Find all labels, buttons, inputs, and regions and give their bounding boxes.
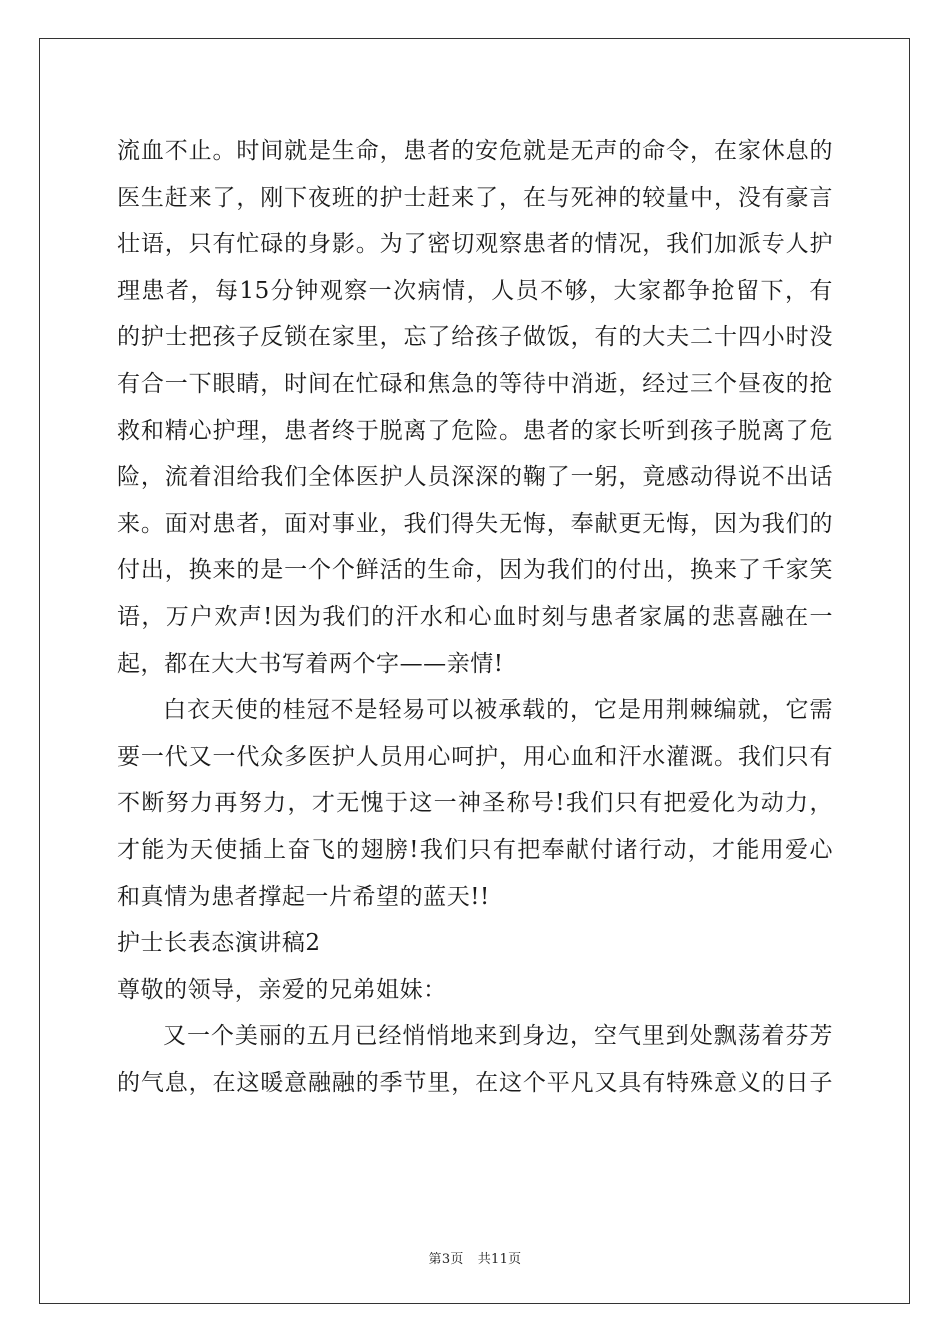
text-line: 不断努力再努力，才无愧于这一神圣称号!我们只有把爱化为动力， [117,790,833,817]
page-number: 第3页 [428,1252,464,1267]
page-footer [0,1248,950,1267]
text-line: 的护士把孩子反锁在家里，忘了给孩子做饭，有的大夫二十四小时没 [117,324,833,351]
document-body [117,128,833,1106]
text-line: 付出，换来的是一个个鲜活的生命，因为我们的付出，换来了千家笑 [117,557,833,584]
text-line: 才能为天使插上奋飞的翅膀!我们只有把奉献付诸行动，才能用爱心 [117,836,833,863]
page-total: 共11页 [477,1252,522,1267]
text-line: 起，都在大大书写着两个字——亲情! [117,650,504,677]
text-line: 和真情为患者撑起一片希望的蓝天!! [117,883,490,910]
text-line: 来。面对患者，面对事业，我们得失无悔，奉献更无悔，因为我们的 [117,510,833,537]
text-line: 救和精心护理，患者终于脱离了危险。患者的家长听到孩子脱离了危 [117,417,833,444]
text-line: 要一代又一代众多医护人员用心呵护，用心血和汗水灌溉。我们只有 [117,743,833,770]
text-line: 医生赶来了，刚下夜班的护士赶来了，在与死神的较量中，没有豪言 [117,184,833,211]
section-heading: 护士长表态演讲稿2 [117,930,321,957]
salutation: 尊敬的领导，亲爱的兄弟姐妹： [117,976,447,1003]
text-line: 流血不止。时间就是生命，患者的安危就是无声的命令，在家休息的 [117,138,833,164]
text-line: 理患者，每15分钟观察一次病情，人员不够，大家都争抢留下，有 [117,277,833,304]
text-line: 险，流着泪给我们全体医护人员深深的鞠了一躬，竟感动得说不出话 [117,464,833,491]
text-line: 语，万户欢声!因为我们的汗水和心血时刻与患者家属的悲喜融在一 [117,603,833,630]
text-line: 的气息，在这暖意融融的季节里，在这个平凡又具有特殊意义的日子 [117,1069,833,1096]
text-line: 有合一下眼睛，时间在忙碌和焦急的等待中消逝，经过三个昼夜的抢 [117,370,833,397]
paragraph-first-line: 又一个美丽的五月已经悄悄地来到身边，空气里到处飘荡着芬芳 [163,1023,833,1050]
paragraph-first-line: 白衣天使的桂冠不是轻易可以被承载的，它是用荆棘编就，它需 [163,697,833,724]
text-line: 壮语，只有忙碌的身影。为了密切观察患者的情况，我们加派专人护 [117,231,833,258]
